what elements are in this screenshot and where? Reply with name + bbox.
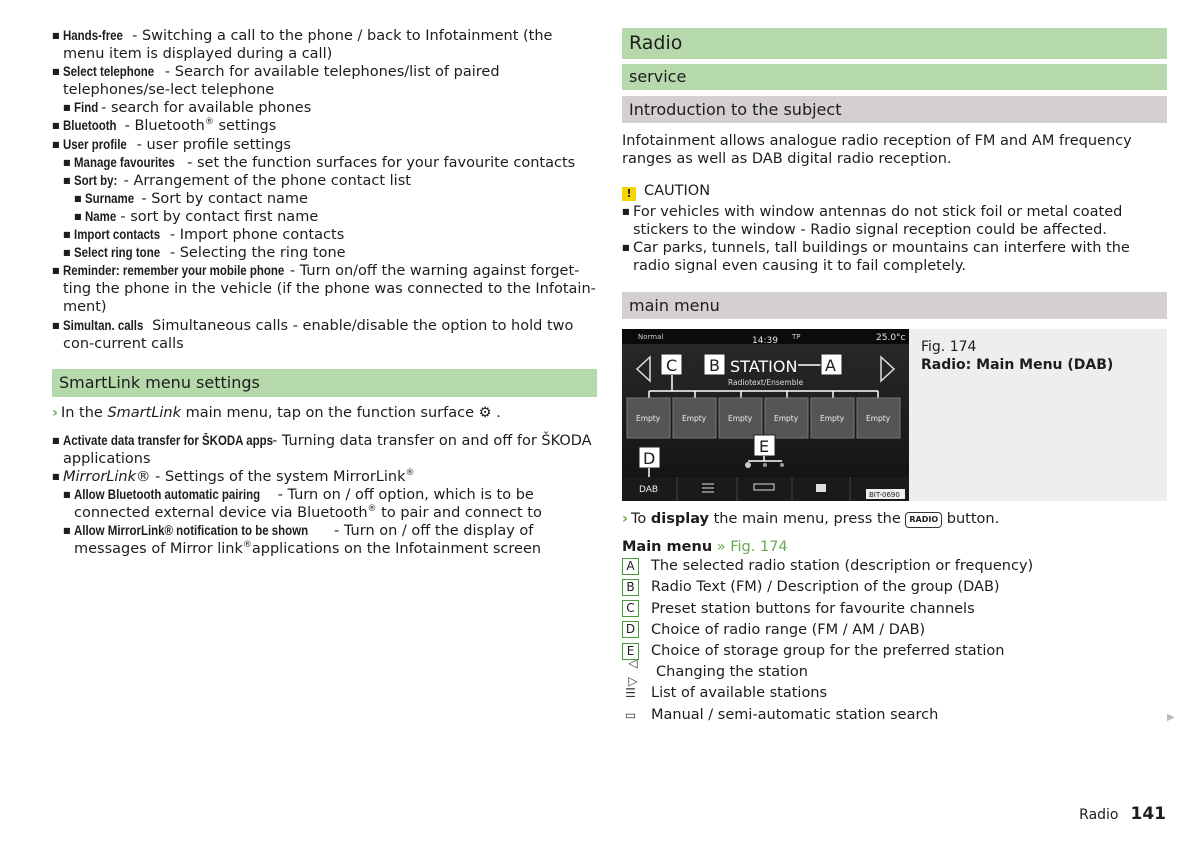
intro-text: main menu, tap on the function surface [181, 404, 479, 421]
item-text: - Arrangement of the phone contact list [119, 172, 411, 189]
item-text: settings [213, 118, 277, 135]
storage-group-dot [780, 463, 784, 467]
legend-key: E [622, 643, 639, 660]
item-text: - Selecting the ring tone [165, 245, 346, 262]
callout-c: C [666, 355, 678, 375]
term: Hands-free [63, 28, 123, 43]
legend-list [622, 556, 1167, 726]
figure-174 [622, 329, 1167, 501]
item-text: - set the function surfaces for your favourite contacts [182, 154, 576, 171]
station-search-icon: ▭ [624, 707, 637, 722]
screen-temp: 25.0°c [876, 332, 906, 343]
term: Sort by: [74, 172, 118, 188]
storage-group-dot [745, 462, 751, 468]
legend-item [622, 704, 1167, 725]
term: Surname [85, 190, 135, 206]
preset-label: Empty [636, 413, 661, 423]
term: Name [85, 208, 117, 224]
legend-text: The selected radio station (description or frequency) [651, 558, 1034, 575]
caution-item [622, 239, 1167, 275]
legend-key: B [622, 579, 639, 596]
list-item [63, 172, 597, 190]
term: Reminder: remember your mobile phone [63, 263, 285, 279]
step-arrow-icon: › [622, 510, 628, 527]
screen-tp: TP [792, 332, 801, 341]
left-column [52, 27, 597, 558]
warning-icon: ! [622, 187, 636, 201]
instruction-text: To [630, 510, 651, 527]
legend-item [622, 641, 1167, 662]
callout-e: E [759, 436, 770, 456]
legend-text: Choice of storage group for the preferred station [651, 643, 1005, 660]
term: Allow Bluetooth automatic pairing [74, 487, 261, 503]
item-text: applications on the Infotainment screen [251, 541, 542, 558]
term: Select telephone [63, 64, 155, 80]
term: User profile [63, 136, 127, 152]
figure-title: Radio: Main Menu (DAB) [921, 356, 1114, 373]
caution-item [622, 203, 1167, 239]
subsection-heading: Introduction to the subject [622, 96, 1167, 123]
list-item [63, 244, 597, 262]
screen-station: STATION [730, 356, 798, 376]
subsection-heading: main menu [622, 292, 1167, 319]
item-text: - Settings of the system MirrorLink [150, 468, 406, 485]
step-arrow-icon: › [52, 404, 58, 421]
page-number: 141 [1130, 804, 1166, 824]
item-text: - sort by contact first name [115, 208, 319, 225]
term: Manage favourites [74, 154, 175, 170]
legend-text: Manual / semi-automatic station search [651, 706, 939, 723]
term: Bluetooth [63, 118, 117, 134]
term: Activate data transfer for ŠKODA apps [63, 432, 274, 448]
figure-ref-link[interactable]: » Fig. 174 [712, 538, 788, 555]
figure-caption [909, 329, 1167, 501]
registered-mark: ® [405, 468, 415, 479]
list-item [52, 317, 597, 353]
legend-text: Choice of radio range (FM / AM / DAB) [651, 621, 926, 638]
legend-item [622, 577, 1167, 598]
intro-text: In the [60, 404, 108, 421]
registered-mark: ® [204, 117, 214, 128]
preset-label: Empty [820, 413, 845, 423]
item-text: - Search for available telephones/list of paired telephones/se-lect telephone [63, 64, 500, 99]
list-item [63, 99, 597, 117]
section-heading: service [622, 64, 1167, 90]
list-item [74, 190, 597, 208]
legend-text: Preset station buttons for favourite channels [651, 600, 975, 617]
item-text: - Turn on / off the display of messages of Mirror link [74, 523, 534, 558]
settings-gear-icon: ⚙ [478, 404, 492, 421]
intro-emphasis: SmartLink [107, 404, 182, 421]
legend-key: C [622, 600, 639, 617]
preset-label: Empty [774, 413, 799, 423]
list-icon: ☰ [625, 686, 636, 701]
figure-number: Fig. 174 [921, 338, 977, 355]
item-text: - Turn on / off option, which is to be connected external device via Bluetooth [74, 487, 534, 522]
instruction-bold: display [650, 510, 709, 527]
caution-label [622, 182, 1167, 201]
term: Import contacts [74, 227, 161, 243]
smartlink-intro [52, 404, 597, 422]
legend-heading: Main menu [622, 538, 713, 555]
legend-key: A [622, 558, 639, 575]
item-text: - Turn on/off the warning against forget-ting the phone in the vehicle (if the phone was connected to the Infotain-ment) [63, 263, 596, 316]
screen-subtitle: Radiotext/Ensemble [728, 377, 804, 387]
registered-mark: ® [367, 504, 377, 515]
item-text: - search for available phones [96, 100, 312, 117]
right-column [622, 28, 1167, 725]
list-item [52, 432, 597, 468]
term: Find [74, 100, 99, 116]
legend-key: D [622, 621, 639, 638]
band-button: DAB [639, 484, 659, 495]
term: MirrorLink® [63, 468, 151, 485]
item-text: - Turning data transfer on and off for ŠKODA applications [63, 432, 592, 467]
legend-text: List of available stations [651, 685, 828, 702]
list-item [63, 486, 597, 522]
intro-text: . [491, 404, 501, 421]
caution-text: Car parks, tunnels, tall buildings or mountains can interfere with the radio signal even causing it to fail completely. [633, 240, 1130, 275]
list-item [52, 63, 597, 99]
legend-text: Changing the station [656, 664, 808, 681]
preset-label: Empty [866, 413, 891, 423]
registered-mark: ® [242, 540, 252, 551]
preset-label: Empty [682, 413, 707, 423]
caution-text: For vehicles with window antennas do not stick foil or metal coated stickers to the window - Radio signal reception could be affected. [633, 204, 1123, 239]
preset-label: Empty [728, 413, 753, 423]
legend-item [622, 656, 1167, 689]
item-text: to pair and connect to [376, 505, 542, 522]
item-text: Simultaneous calls - enable/disable the option to hold two con-current calls [63, 317, 574, 352]
list-item [52, 468, 597, 486]
radio-screen-illustration [622, 329, 909, 501]
instruction-text: button. [942, 510, 1000, 527]
radio-icon [816, 484, 826, 492]
legend-item [622, 556, 1167, 577]
list-item [63, 226, 597, 244]
page-footer [1079, 804, 1166, 824]
item-text: - user profile settings [132, 136, 291, 153]
callout-b: B [709, 355, 720, 375]
legend-text: Radio Text (FM) / Description of the group (DAB) [651, 579, 1000, 596]
legend-item [622, 683, 1167, 704]
screen-mode: Normal [638, 332, 664, 341]
item-text: - Import phone contacts [165, 227, 345, 244]
smartlink-heading: SmartLink menu settings [52, 369, 597, 397]
chapter-heading: Radio [622, 28, 1167, 59]
arrows-left-right-icon: ◁ ▷ [628, 656, 638, 689]
item-text: - Sort by contact name [136, 190, 308, 207]
list-item [63, 522, 597, 558]
legend-item [622, 619, 1167, 640]
term: Simultan. calls [63, 317, 144, 333]
term: Allow MirrorLink® notification to be shown [74, 523, 309, 539]
footer-section: Radio [1079, 807, 1119, 823]
continue-arrow-icon: ▶ [1167, 712, 1175, 723]
display-instruction [622, 510, 1167, 528]
radio-button-icon: RADIO [905, 512, 942, 528]
instruction-text: the main menu, press the [708, 510, 906, 527]
screen-time: 14:39 [752, 335, 778, 346]
term: Select ring tone [74, 245, 161, 261]
intro-paragraph: Infotainment allows analogue radio reception of FM and AM frequency ranges as well as DAB digital radio reception. [622, 133, 1132, 168]
list-item [52, 136, 597, 154]
storage-group-dot [763, 463, 767, 467]
list-item [52, 262, 597, 316]
list-item [63, 154, 597, 172]
caution-text: CAUTION [644, 183, 711, 200]
radio-screen-image [622, 329, 909, 501]
callout-d: D [643, 448, 656, 468]
list-item [52, 27, 597, 63]
callout-a: A [825, 355, 836, 375]
figure-code: BIT-0690 [869, 490, 900, 499]
list-item [52, 117, 597, 135]
list-item [74, 208, 597, 226]
legend-title [622, 538, 1167, 556]
item-text: - Switching a call to the phone / back to Infotainment (the menu item is displayed during a call) [63, 28, 553, 63]
item-text: - Bluetooth [120, 118, 205, 135]
legend-item [622, 598, 1167, 619]
